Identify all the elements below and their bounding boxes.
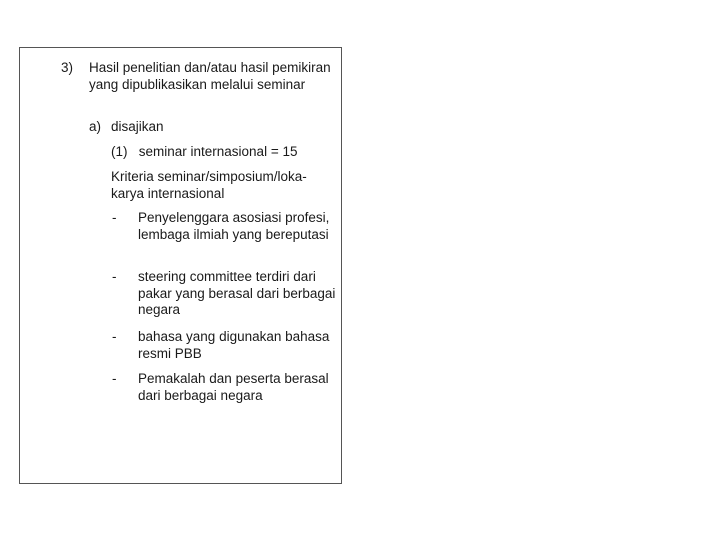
subsection-marker: a) (89, 119, 102, 134)
bullet-dash: - (112, 371, 117, 386)
bullet-dash: - (112, 269, 117, 284)
document-frame (19, 47, 342, 484)
bullet-text: bahasa yang digunakan bahasa resmi PBB (138, 329, 330, 361)
bullet-text: Pemakalah dan peserta berasal dari berbagai negara (138, 371, 329, 403)
bullet-text: steering committee terdiri dari pakar yang berasal dari berbagai negara (138, 269, 336, 317)
section-title: Hasil penelitian dan/atau hasil pemikiran yang dipublikasikan melalui seminar (89, 60, 331, 92)
criteria-heading: Kriteria seminar/simposium/loka-karya internasional (111, 169, 307, 201)
bullet-text: Penyelenggara asosiasi profesi, lembaga ilmiah yang bereputasi (138, 210, 330, 242)
bullet-dash: - (112, 210, 117, 225)
bullet-dash: - (112, 329, 117, 344)
subsection-label: disajikan (111, 119, 164, 134)
section-number: 3) (61, 60, 74, 75)
list-item-seminar-internasional: (1) seminar internasional = 15 (111, 144, 298, 159)
